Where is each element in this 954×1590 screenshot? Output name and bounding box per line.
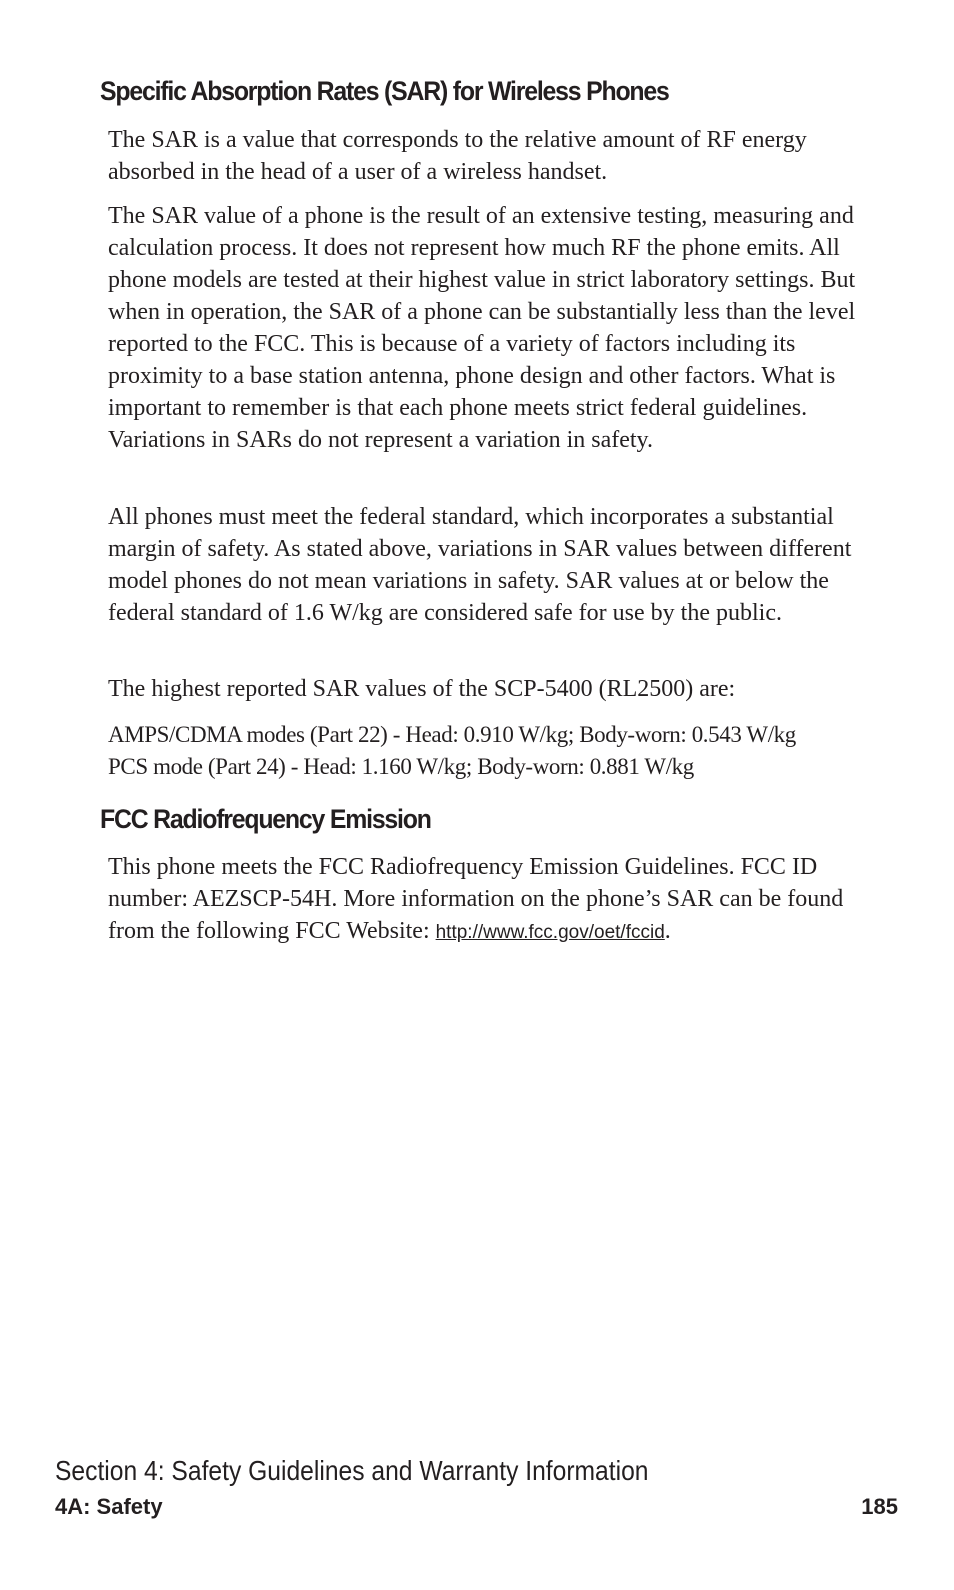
fcc-emission-paragraph [108,851,868,949]
sar-heading: Specific Absorption Rates (SAR) for Wireless Phones [100,76,669,106]
fcc-emission-heading: FCC Radiofrequency Emission [100,804,431,834]
federal-standard-paragraph: All phones must meet the federal standard, which incorporates a substantial margin of safety. As stated above, variations in SAR values between different model phones do not mean variations in safety. SAR values at or below the federal standard of 1.6 W/kg are considered safe for use by the public. [108,504,852,626]
sar-intro-paragraph: The SAR is a value that corresponds to the relative amount of RF energy absorbed in the head of a user of a wireless handset. [108,127,807,185]
highest-sar-paragraph: The highest reported SAR values of the SCP-5400 (RL2500) are: [108,676,736,702]
sar-values-list [108,719,878,783]
footer-section-title: Section 4: Safety Guidelines and Warranty Information [55,1455,649,1486]
sar-testing-paragraph: The SAR value of a phone is the result of an extensive testing, measuring and calculation process. It does not represent how much RF the phone emits. All phone models are tested at their highest value in strict laboratory settings. But when in operation, the SAR of a phone can be substantially less than the level reported to the FCC. This is because of a variety of factors including its proximity to a base station antenna, phone design and other factors. What is important to remember is that each phone meets strict federal guidelines. Variations in SARs do not represent a variation in safety. [108,203,856,453]
footer-subsection: 4A: Safety [55,1494,163,1519]
sar-value-amps-cdma: AMPS/CDMA modes (Part 22) - Head: 0.910 W/kg; Body-worn: 0.543 W/kg [108,722,796,747]
fcc-website-link[interactable]: http://www.fcc.gov/oet/fccid [435,922,665,943]
fcc-emission-trailing: . [664,918,671,944]
fcc-emission-text: This phone meets the FCC Radiofrequency Emission Guidelines. FCC ID number: AEZSCP-54H. More information on the phone’s SAR can be found from the following FCC Website: [108,854,844,944]
sar-value-pcs: PCS mode (Part 24) - Head: 1.160 W/kg; Body-worn: 0.881 W/kg [108,754,694,779]
page-number: 185 [861,1494,898,1519]
